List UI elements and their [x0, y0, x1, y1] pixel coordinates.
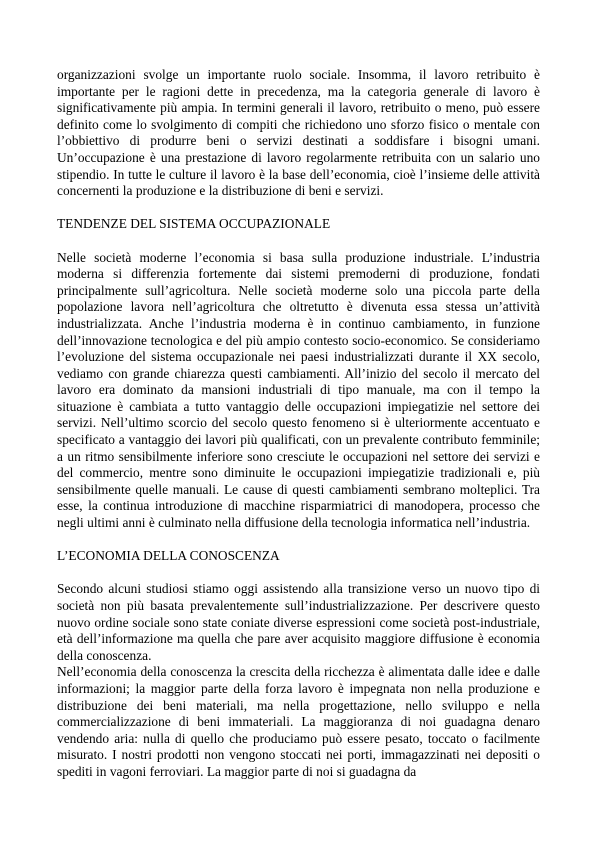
spacer: [57, 532, 540, 549]
spacer: [57, 233, 540, 250]
spacer: [57, 200, 540, 217]
paragraph-industrial-economy: Nelle società moderne l’economia si basa sulla produzione industriale. L’industria moderna si differenzia fortemente dai sistemi premoderni di produzione, fondati principalmente sull’agricoltura. Nelle società moderne solo una piccola parte della popolazione lavora nell’agricoltura che oltretutto è divenuta essa stessa un’attività industrializzata. Anche l’industria moderna è in continuo cambiamento, in funzione dell’innovazione tecnologica e del più ampio contesto socio-economico. Se consideriamo l’evoluzione del sistema occupazionale nei paesi industrializzati durante il XX secolo, vediamo con grande chiarezza questi cambiamenti. All’inizio del secolo il mercato del lavoro era dominato da mansioni industriali di tipo manuale, ma con il tempo la situazione è cambiata a tutto vantaggio delle occupazioni impiegatizie nel settore dei servizi. Nell’ultimo scorcio del secolo questo fenomeno si è ulteriormente accentuato e specificato a vantaggio dei lavori più qualificati, con un prevalente contributo femminile; a un ritmo sensibilmente inferiore sono cresciute le occupazioni nel settore dei servizi e del commercio, mentre sono diminuite le occupazioni impiegatizie tradizionali e, più sensibilmente quelle manuali. Le cause di questi cambiamenti sembrano molteplici. Tra esse, la continua introduzione di macchine risparmiatrici di manodopera, processo che negli ultimi anni è culminato nella diffusione della tecnologia informatica nell’industria.: [57, 249, 540, 531]
paragraph-post-industrial-transition: Secondo alcuni studiosi stiamo oggi assistendo alla transizione verso un nuovo tipo di società non più basata prevalentemente sull’industrializzazione. Per descrivere questo nuovo ordine sociale sono state coniate diverse espressioni come società post-industriale, età dell’informazione ma quella che pare aver acquisito maggiore diffusione è economia della conoscenza.: [57, 581, 540, 663]
paragraph-work-definition: organizzazioni svolge un importante ruolo sociale. Insomma, il lavoro retribuito è importante per le ragioni dette in precedenza, ma la categoria generale di lavoro è significativamente più ampia. In termini generali il lavoro, retribuito o meno, può essere definito come lo svolgimento di compiti che richiedono uno sforzo fisico o mentale con l’obbiettivo di produrre beni o servizi destinati a soddisfare i bisogni umani. Un’occupazione è una prestazione di lavoro regolarmente retribuita con un salario uno stipendio. In tutte le culture il lavoro è la base dell’economia, cioè l’insieme delle attività concernenti la produzione e la distribuzione di beni e servizi.: [57, 67, 540, 199]
section-heading-knowledge-economy: L’ECONOMIA DELLA CONOSCENZA: [57, 548, 280, 564]
spacer: [57, 565, 540, 582]
paragraph-immaterial-goods: Nell’economia della conoscenza la crescita della ricchezza è alimentata dalle idee e dalle informazioni; la maggior parte della forza lavoro è impegnata non nella produzione e distribuzione dei beni materiali, ma nella progettazione, nello sviluppo e nella commercializzazione di beni immateriali. La maggioranza di noi guadagna denaro vendendo aria: nulla di quello che produciamo può essere pesato, toccato o facilmente misurato. I nostri prodotti non vengono stoccati nei porti, immagazzinati nei depositi o spediti in vagoni ferroviari. La maggior parte di noi si guadagna da: [57, 664, 540, 779]
document-body: [57, 67, 540, 781]
section-heading-occupational-trends: TENDENZE DEL SISTEMA OCCUPAZIONALE: [57, 216, 331, 232]
